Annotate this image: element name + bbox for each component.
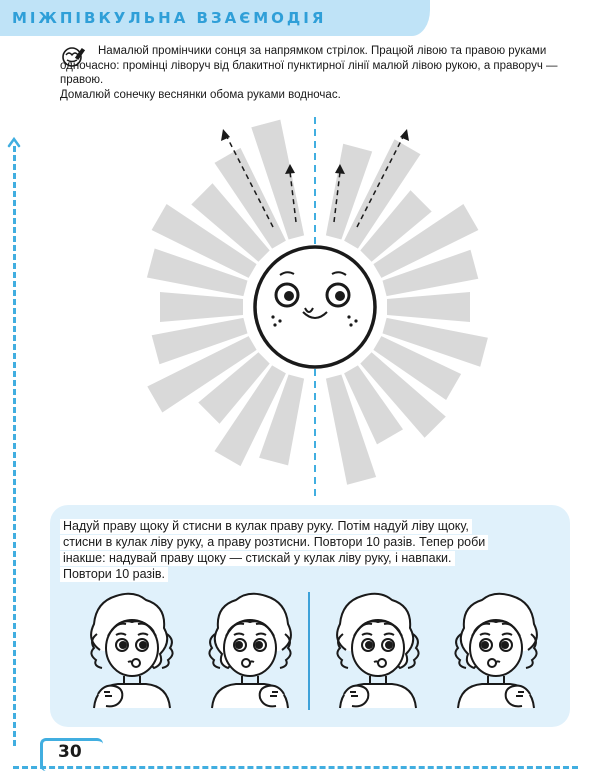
exercise-line-4: Повтори 10 разів. [60,567,168,582]
exercise-line-2: стисни в кулак ліву руку, а праву розтисни. Повтори 10 разів. Тепер роби [60,535,488,550]
left-dashed-guide [13,146,16,746]
sun-ray [387,292,470,322]
girl-illustration-4 [436,590,556,710]
sun-drawing[interactable] [120,112,510,497]
girl-illustration-1 [72,590,192,710]
girl-illustration-2 [190,590,310,710]
exercise-line-3: інакше: надувай праву щоку — стискай у кулак ліву руку, і навпаки. [60,551,455,566]
section-title: МІЖПІВКУЛЬНА ВЗАЄМОДІЯ [12,9,327,27]
exercise-line-1: Надуй праву щоку й стисни в кулак праву руку. Потім надуй ліву щоку, [60,519,472,534]
exercise-text [60,519,557,583]
instruction-text-1: Намалюй промінчики сонця за напрямком стрілок. Працюй лівою та правою руками одночасно: промінці ліворуч від блакитної пунктирної лінії малюй лівою рукою, а праворуч — правою. [60,45,558,86]
page-number: 30 [58,742,82,762]
sun-ray [160,292,243,322]
bottom-dashed-guide [13,766,578,769]
sun-face [255,247,375,367]
instructions [60,44,560,102]
instruction-text-2: Домалюй сонечку веснянки обома руками водночас. [60,88,341,101]
girl-illustration-3 [318,590,438,710]
